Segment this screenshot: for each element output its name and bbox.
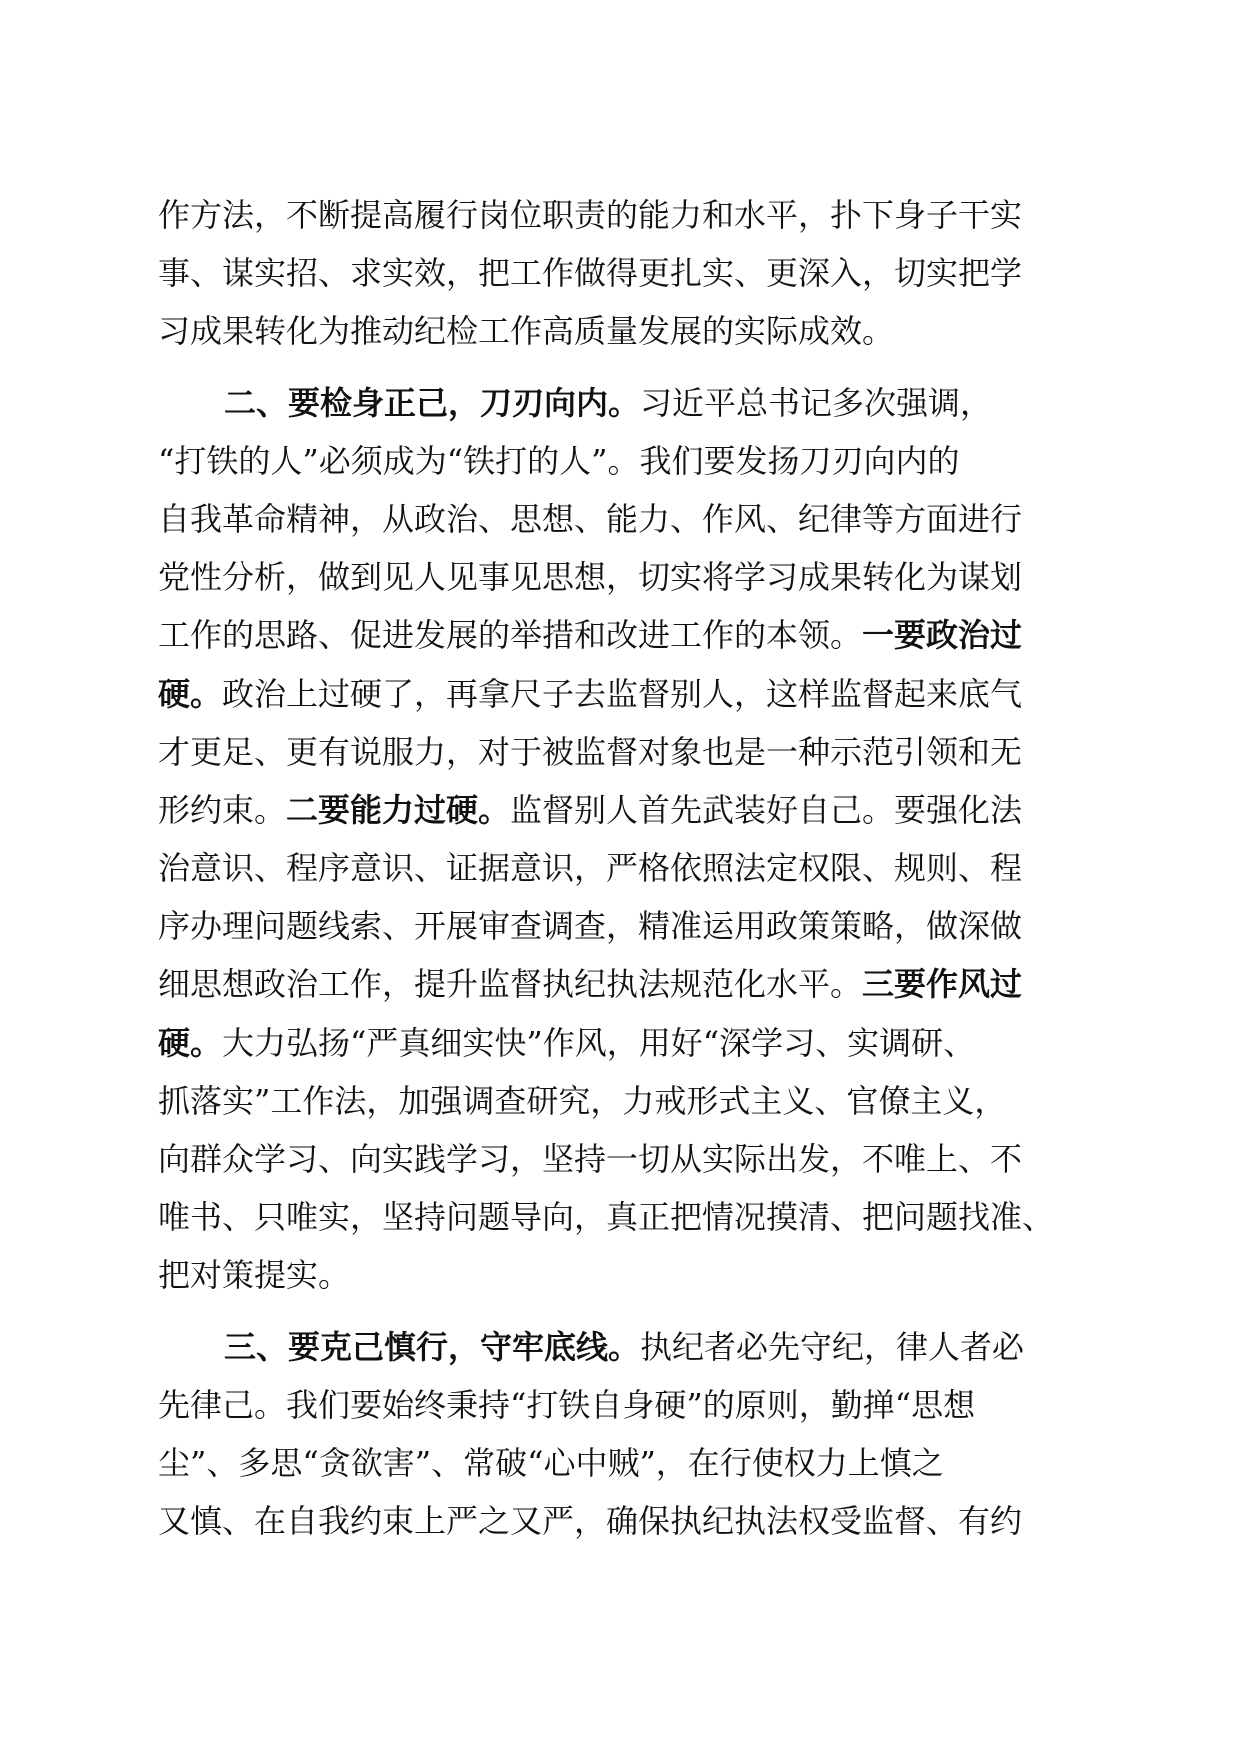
text-line: “打铁的人”必须成为“铁打的人”。我们要发扬刀刃向内的	[158, 441, 960, 480]
text-line: 细思想政治工作，提升监督执纪执法规范化水平。三要作风过	[158, 965, 1023, 1004]
text-line: 才更足、更有说服力，对于被监督对象也是一种示范引领和无	[158, 732, 1023, 771]
text-line: 硬。大力弘扬“严真细实快”作风，用好“深学习、实调研、	[158, 1023, 976, 1062]
text-line: 习成果转化为推动纪检工作高质量发展的实际成效。	[158, 312, 895, 351]
text-line: 作方法，不断提高履行岗位职责的能力和水平，扑下身子干实	[158, 196, 1023, 234]
text-line: 向群众学习、向实践学习，坚持一切从实际出发，不唯上、不	[158, 1140, 1023, 1178]
text-line: 治意识、程序意识、证据意识，严格依照法定权限、规则、程	[158, 849, 1023, 888]
paragraph-continuation	[158, 186, 1058, 361]
text-line: 又慎、在自我约束上严之又严，确保执纪执法权受监督、有约	[158, 1502, 1023, 1541]
text-line: 抓落实”工作法，加强调查研究，力戒形式主义、官僚主义，	[158, 1081, 1007, 1120]
section-heading-2: 二、要检身正己，刀刃向内。	[224, 383, 641, 422]
point-heading-3: 三要作风过	[862, 965, 1023, 1004]
text-line: 唯书、只唯实，坚持问题导向，真正把情况摸清、把问题找准、	[158, 1198, 1055, 1237]
text-line: 形约束。二要能力过硬。监督别人首先武装好自己。要强化法	[158, 790, 1023, 829]
text-line: 硬。政治上过硬了，再拿尺子去监督别人，这样监督起来底气	[158, 674, 1023, 713]
text-line: 把对策提实。	[158, 1256, 351, 1295]
paragraph-section-2	[158, 374, 1058, 1305]
point-heading-3-end: 硬。	[158, 1023, 223, 1062]
text-line: 序办理问题线索、开展审查调查，精准运用政策策略，做深做	[158, 907, 1023, 946]
paragraph-section-3	[158, 1318, 1058, 1551]
text-line: 工作的思路、促进发展的举措和改进工作的本领。一要政治过	[158, 616, 1023, 655]
text-line: 尘”、多思“贪欲害”、常破“心中贼”，在行使权力上慎之	[158, 1443, 944, 1482]
point-heading-1-end: 硬。	[158, 674, 223, 713]
point-heading-2: 二要能力过硬。	[286, 790, 511, 829]
document-body	[158, 186, 1058, 1550]
section-heading-3: 三、要克己慎行，守牢底线。	[224, 1327, 641, 1366]
text-line: 事、谋实招、求实效，把工作做得更扎实、更深入，切实把学	[158, 254, 1023, 293]
text-line: 党性分析，做到见人见事见思想，切实将学习成果转化为谋划	[158, 558, 1023, 597]
text-line: 先律己。我们要始终秉持“打铁自身硬”的原则，勤掸“思想	[158, 1385, 976, 1424]
text-line: 自我革命精神，从政治、思想、能力、作风、纪律等方面进行	[158, 499, 1023, 538]
text-line: 二、要检身正己，刀刃向内。习近平总书记多次强调，	[224, 383, 993, 422]
text-line: 三、要克己慎行，守牢底线。执纪者必先守纪，律人者必	[224, 1327, 1025, 1366]
point-heading-1: 一要政治过	[862, 616, 1023, 655]
